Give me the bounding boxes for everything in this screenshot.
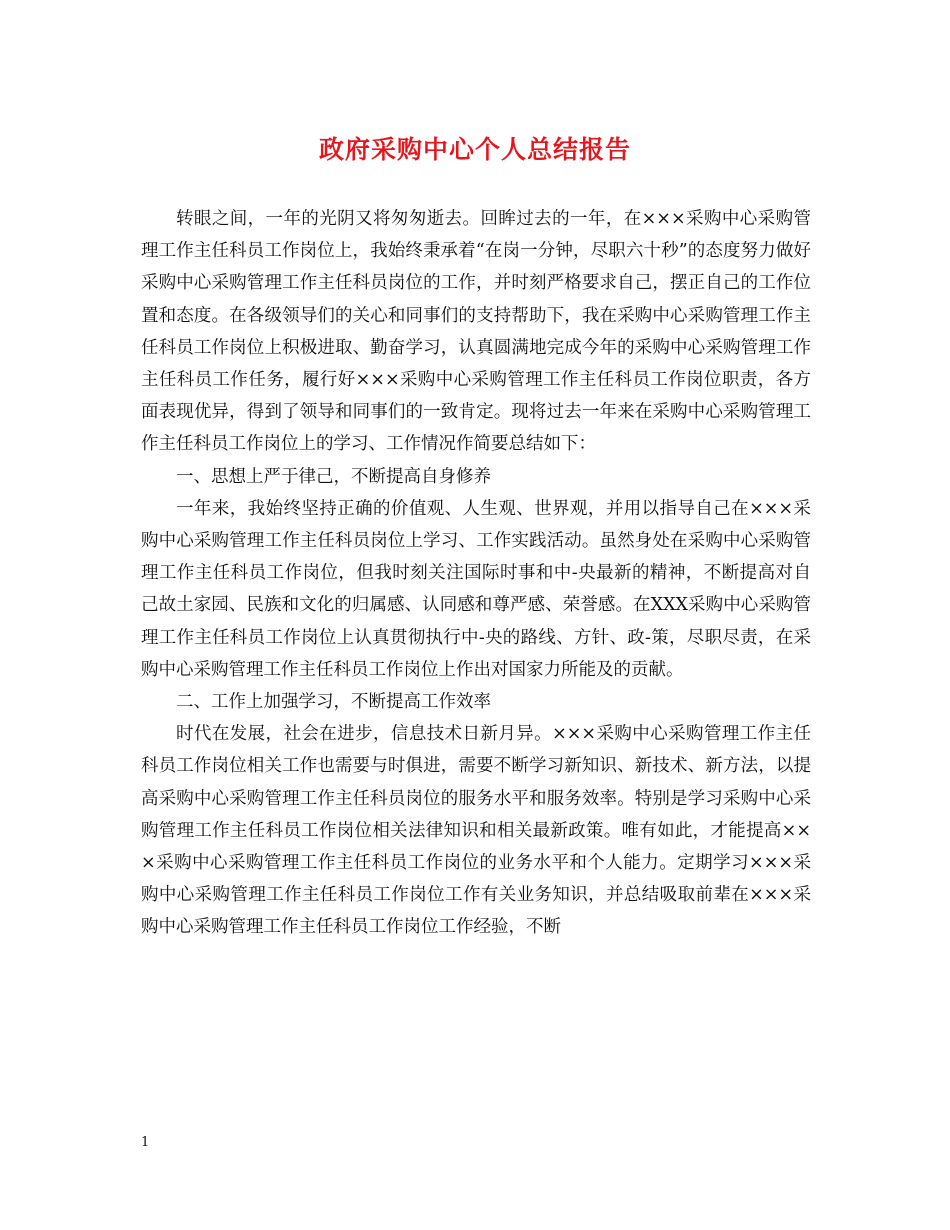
section-heading-1: 一、思想上严于律己，不断提高自身修养: [176, 466, 491, 487]
document-title: 政府采购中心个人总结报告: [318, 135, 631, 164]
section-heading-2: 二、工作上加强学习，不断提高工作效率: [176, 692, 491, 713]
paragraph-section-2: 时代在发展，社会在进步，信息技术日新月异。×××采购中心采购管理工作主任科员工作岗位相关工作也需要与时俱进，需要不断学习新知识、新技术、新方法，以提高采购中心采购管理工作主任科员岗位的服务水平和服务效率。特别是学习采购中心采购管理工作主任科员工作岗位相关法律知识和相关最新政策。唯有如此，才能提高×××采购中心采购管理工作主任科员工作岗位的业务水平和个人能力。定期学习×××采购中心采购管理工作主任科员工作岗位工作有关业务知识，并总结吸取前辈在×××采购中心采购管理工作主任科员工作岗位工作经验，不断: [141, 724, 811, 938]
paragraph-intro: 转眼之间，一年的光阴又将匆匆逝去。回眸过去的一年，在×××采购中心采购管理工作主任科员工作岗位上，我始终秉承着“在岗一分钟，尽职六十秒”的态度努力做好采购中心采购管理工作主任科员岗位的工作，并时刻严格要求自己，摆正自己的工作位置和态度。在各级领导们的关心和同事们的支持帮助下，我在采购中心采购管理工作主任科员工作岗位上积极进取、勤奋学习，认真圆满地完成今年的采购中心采购管理工作主任科员工作任务，履行好×××采购中心采购管理工作主任科员工作岗位职责，各方面表现优异，得到了领导和同事们的一致肯定。现将过去一年来在采购中心采购管理工作主任科员工作岗位上的学习、工作情况作简要总结如下：: [141, 209, 811, 455]
page-number: 1: [141, 1135, 150, 1150]
paragraph-section-1: 一年来，我始终坚持正确的价值观、人生观、世界观，并用以指导自己在×××采购中心采购管理工作主任科员岗位上学习、工作实践活动。虽然身处在采购中心采购管理工作主任科员工作岗位，但我时刻关注国际时事和中-央最新的精神，不断提高对自己故土家园、民族和文化的归属感、认同感和尊严感、荣誉感。在XXX采购中心采购管理工作主任科员工作岗位上认真贯彻执行中-央的路线、方针、政-策，尽职尽责，在采购中心采购管理工作主任科员工作岗位上作出对国家力所能及的贡献。: [141, 498, 811, 680]
document-body: [141, 203, 811, 944]
